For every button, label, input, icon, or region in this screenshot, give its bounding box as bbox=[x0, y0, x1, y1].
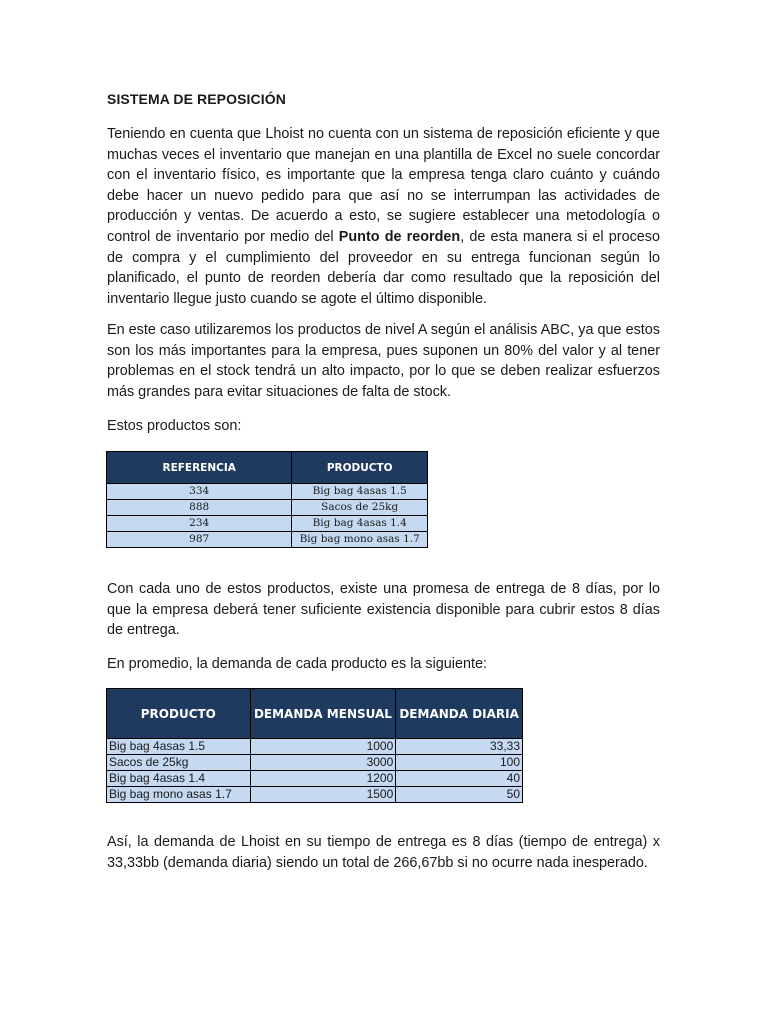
cell-demanda-mensual: 3000 bbox=[250, 755, 396, 771]
cell-referencia: 334 bbox=[107, 484, 292, 500]
table-row bbox=[107, 755, 523, 771]
header-referencia: REFERENCIA bbox=[107, 452, 292, 484]
cell-demanda-diaria: 100 bbox=[396, 755, 523, 771]
cell-demanda-mensual: 1500 bbox=[250, 787, 396, 803]
cell-demanda-mensual: 1200 bbox=[250, 771, 396, 787]
paragraph-demand-intro: En promedio, la demanda de cada producto es la siguiente: bbox=[107, 656, 488, 672]
header-producto: PRODUCTO bbox=[107, 689, 251, 739]
cell-demanda-diaria: 40 bbox=[396, 771, 523, 787]
table-row bbox=[107, 739, 523, 755]
paragraph-intro bbox=[107, 124, 660, 309]
cell-producto: Big bag mono asas 1.7 bbox=[292, 532, 428, 548]
cell-referencia: 888 bbox=[107, 500, 292, 516]
cell-referencia: 234 bbox=[107, 516, 292, 532]
table-row bbox=[107, 484, 428, 500]
cell-producto: Big bag 4asas 1.4 bbox=[292, 516, 428, 532]
table-row bbox=[107, 771, 523, 787]
demand-table-header-row bbox=[107, 689, 523, 739]
cell-producto: Big bag mono asas 1.7 bbox=[107, 787, 251, 803]
section-title: SISTEMA DE REPOSICIÓN bbox=[107, 91, 286, 107]
header-producto: PRODUCTO bbox=[292, 452, 428, 484]
paragraph-intro-bold: Punto de reorden bbox=[338, 228, 461, 245]
header-demanda-mensual: DEMANDA MENSUAL bbox=[250, 689, 396, 739]
products-table bbox=[106, 451, 428, 548]
cell-producto: Big bag 4asas 1.5 bbox=[107, 739, 251, 755]
demand-table bbox=[106, 688, 523, 803]
table-row bbox=[107, 532, 428, 548]
cell-producto: Big bag 4asas 1.5 bbox=[292, 484, 428, 500]
cell-referencia: 987 bbox=[107, 532, 292, 548]
paragraph-abc: En este caso utilizaremos los productos de nivel A según el análisis ABC, ya que estos son los más importantes para la empresa, pues suponen un 80% del valor y al tener problemas en el stock tendrá un alto impacto, por lo que se deben realizar esfuerzos más grandes para evitar situaciones de falta de stock. bbox=[107, 322, 660, 400]
cell-producto: Big bag 4asas 1.4 bbox=[107, 771, 251, 787]
paragraph-delivery: Con cada uno de estos productos, existe una promesa de entrega de 8 días, por lo que la empresa deberá tener suficiente existencia disponible para cubrir estos 8 días de entrega. bbox=[107, 581, 660, 639]
products-table-header-row bbox=[107, 452, 428, 484]
table-row bbox=[107, 500, 428, 516]
table-row bbox=[107, 787, 523, 803]
cell-demanda-mensual: 1000 bbox=[250, 739, 396, 755]
table-row bbox=[107, 516, 428, 532]
paragraph-conclusion: Así, la demanda de Lhoist en su tiempo de entrega es 8 días (tiempo de entrega) x 33,33bb (demanda diaria) siendo un total de 266,67bb si no ocurre nada inesperado. bbox=[107, 834, 660, 871]
paragraph-intro-text-b: , de esta manera si el proceso de compra y el cumplimiento del proveedor en su entrega funcionan según lo planificado, el punto de reorden debería dar como resultado que la reposición del inventario llegue justo cuando se agote el último disponible. bbox=[107, 228, 660, 307]
cell-producto: Sacos de 25kg bbox=[107, 755, 251, 771]
header-demanda-diaria: DEMANDA DIARIA bbox=[396, 689, 523, 739]
cell-demanda-diaria: 50 bbox=[396, 787, 523, 803]
cell-producto: Sacos de 25kg bbox=[292, 500, 428, 516]
cell-demanda-diaria: 33,33 bbox=[396, 739, 523, 755]
paragraph-products-intro: Estos productos son: bbox=[107, 418, 242, 434]
paragraph-intro-text-a: Teniendo en cuenta que Lhoist no cuenta con un sistema de reposición eficiente y que muchas veces el inventario que manejan en una plantilla de Excel no suele concordar con el inventario físico, es importante que la empresa tenga claro cuánto y cuándo debe hacer un nuevo pedido para que así no se interrumpan las actividades de producción y ventas. De acuerdo a esto, se sugiere establecer una metodología o control de inventario por medio del bbox=[107, 126, 660, 245]
